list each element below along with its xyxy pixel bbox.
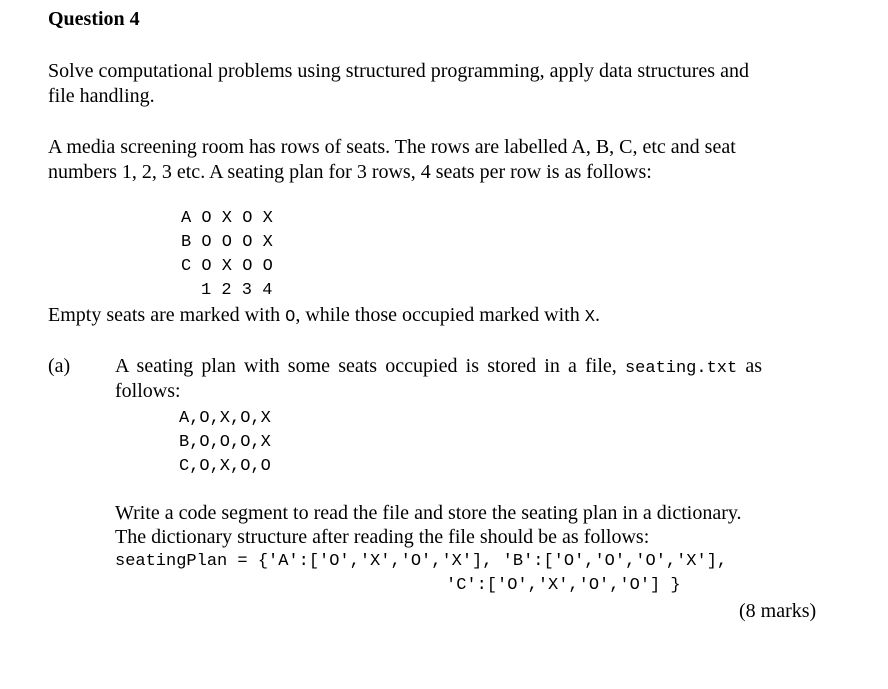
part-a-text-line-2: follows: — [115, 380, 181, 402]
seat-numbers: 1 2 3 4 — [201, 281, 273, 300]
legend-occupied-symbol: X — [584, 308, 595, 327]
scenario-line-2: numbers 1, 2, 3 etc. A seating plan for 3 rows, 4 seats per row is as follows: — [48, 161, 652, 183]
seating-row-b: B O O O X — [181, 233, 273, 252]
instruction-line-1: Write a code segment to read the file and store the seating plan in a dictionary. — [115, 502, 742, 524]
part-a-label: (a) — [48, 355, 71, 377]
legend-empty-symbol: O — [285, 308, 296, 327]
seating-row-a: A O X O X — [181, 209, 273, 228]
part-a-filename: seating.txt — [624, 359, 738, 378]
part-a-text-line-1 — [115, 355, 821, 378]
instruction-line-2: The dictionary structure after reading the file should be as follows: — [115, 526, 650, 548]
legend-text-middle: , while those occupied marked with — [295, 304, 585, 326]
intro-line-2: file handling. — [48, 85, 155, 107]
legend-line — [48, 304, 600, 327]
file-line-c: C,O,X,O,O — [179, 457, 271, 476]
code-line-1: seatingPlan = {'A':['O','X','O','X'], 'B':['O','O','O','X'], — [115, 552, 728, 571]
seating-row-c: C O X O O — [181, 257, 273, 276]
legend-text-after: . — [594, 304, 600, 326]
legend-text-before: Empty seats are marked with — [48, 304, 286, 326]
scenario-line-1: A media screening room has rows of seats. The rows are labelled A, B, C, etc and seat — [48, 136, 736, 158]
intro-line-1: Solve computational problems using structured programming, apply data structures and — [48, 60, 749, 82]
file-line-b: B,O,O,O,X — [179, 433, 271, 452]
file-line-a: A,O,X,O,X — [179, 409, 271, 428]
part-a-text-before: A seating plan with some seats occupied is stored in a file, — [115, 355, 625, 377]
marks-label: (8 marks) — [739, 600, 817, 622]
part-a-text-after: as — [737, 355, 763, 377]
question-heading: Question 4 — [48, 8, 140, 30]
code-line-2: 'C':['O','X','O','O'] } — [446, 576, 681, 595]
